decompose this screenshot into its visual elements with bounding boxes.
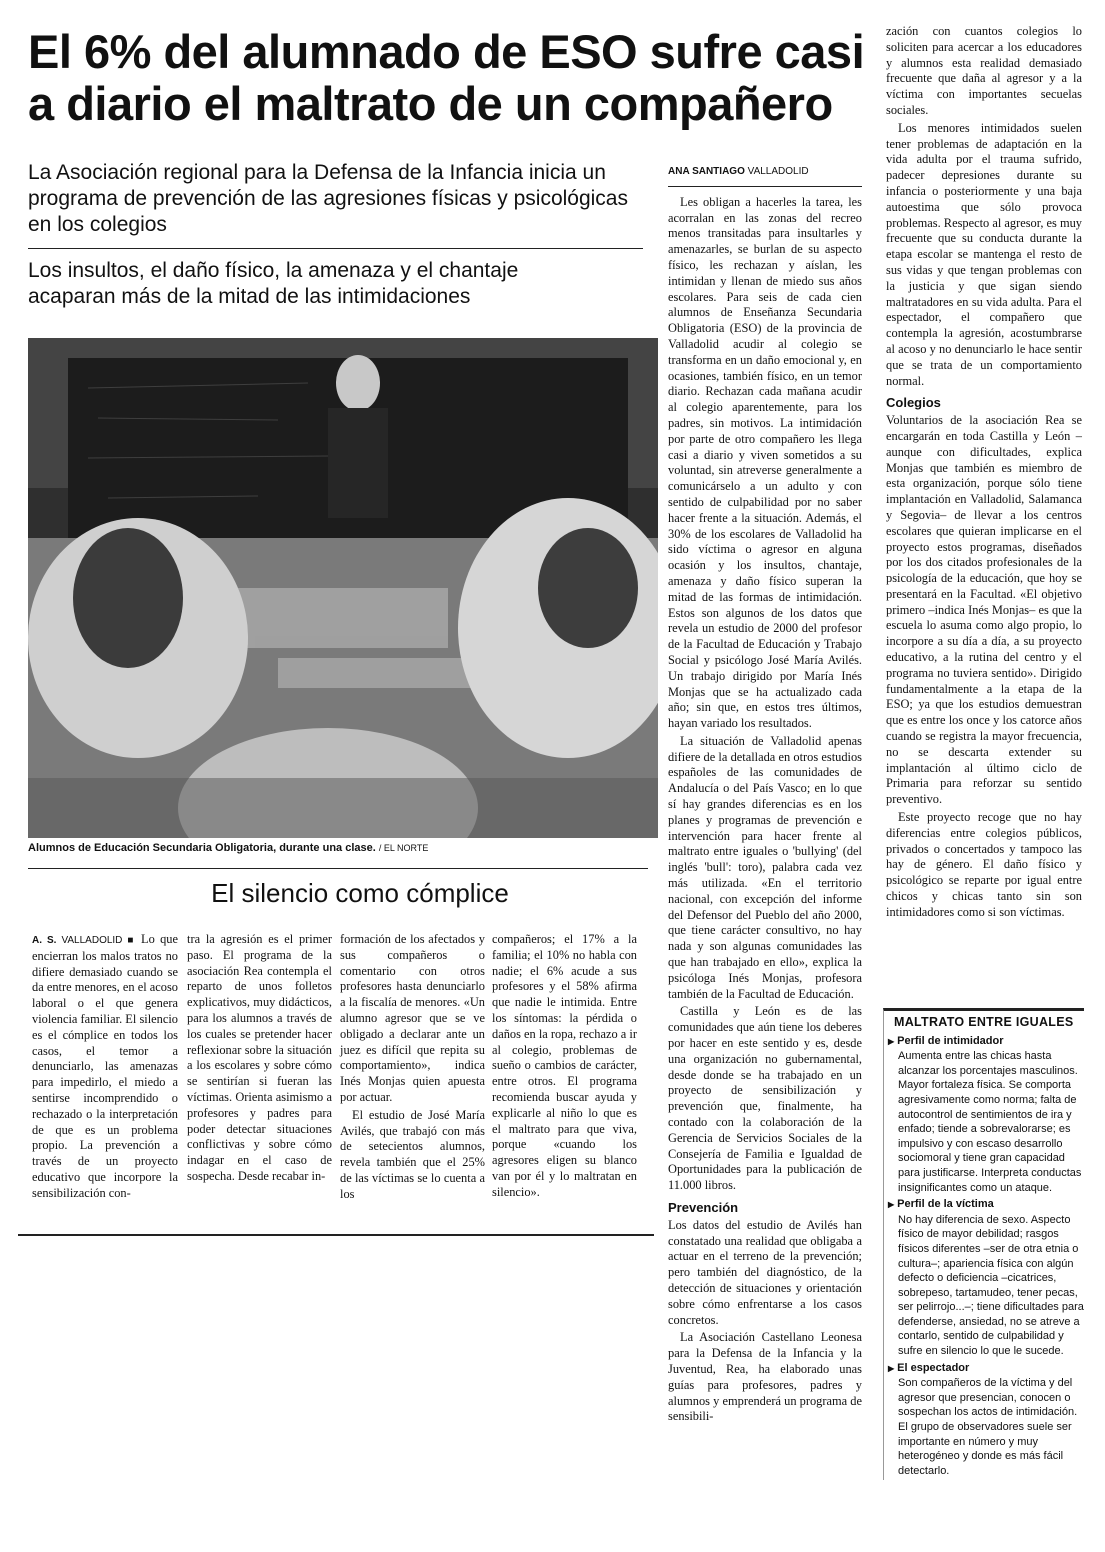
box-byline-place: VALLADOLID bbox=[61, 935, 123, 946]
article-paragraph: Voluntarios de la asociación Rea se encargarán en toda Castilla y León –aunque con dificultades, explica Monjas que también es miembro de esta organización, porque sólo tiene implantación en Valladolid, Salamanca y Segovia– de llevar a los centros escolares que quieran implicarse en el proyecto estos programas, diseñados por los dos citados profesionales de la psicología de la educación, que hoy se presentará en la Facultad. «El objetivo primero –indica Inés Monjas– es que la escuela lo asuma como algo propio, lo incorpore a su día a día, a su proyecto educativo, a la rutina del centro y el programa no tuviera sentido». Dirigido fundamentalmente a la etapa de la ESO; ya que los estudios demuestran que es entre los once y los catorce años cuando se registra la mayor frecuencia, no se descarta extender su implantación al último ciclo de Primaria para reforzar su sentido preventivo. bbox=[886, 413, 1082, 807]
profile-title-intimidador: ▶ Perfil de intimidador bbox=[884, 1034, 1084, 1050]
article-column-2 bbox=[886, 24, 1082, 923]
article-byline bbox=[668, 164, 862, 180]
subhead-colegios: Colegios bbox=[886, 395, 941, 411]
article-paragraph: zación con cuantos colegios lo soliciten para acercar a los educadores y alumnos esta realidad demasiado frecuente que daña al agresor y a la víctima con importantes secuelas sociales. bbox=[886, 24, 1082, 117]
box-paragraph: compañeros; el 17% a la familia; el 10% no habla con nadie; el 6% acude a sus profesores y el 58% afirma que nadie le intimida. Entre los síntomas: la pérdida o daños en la ropa, rechazo a ir al colegio, problemas de sueño o cambios de carácter, entre otros. El programa recomienda buscar ayuda y explicarle al niño lo que es el maltrato para que viva, porque «cuando los agresores eligen su blanco van por él y lo maltratan en silencio». bbox=[492, 932, 637, 1199]
divider bbox=[28, 868, 648, 869]
subheadline-primary: La Asociación regional para la Defensa de la Infancia inicia un programa de prevención de las agresiones físicas y psicológicas en los colegios bbox=[28, 161, 628, 236]
byline-name: ANA SANTIAGO bbox=[668, 166, 745, 177]
article-paragraph: Les obligan a hacerles la tarea, les acorralan en las zonas del recreo menos transitadas para insultarles y amenazarles, se burlan de su aspecto físico, les rechazan y aíslan, les intimidan y llenan de miedo sus años escolares. Para seis de cada cien alumnos de Enseñanza Secundaria Obligatoria (ESO) de la provincia de Valladolid acudir al colegio se transforma en un daño emocional y, en ocasiones, también físico, en un temor diario. Rechazan cada mañana acudir al colegio aparentemente, para los padres, sin motivos. La intimidación por parte de otro compañero les llega casi a diario y viven sometidos a su voluntad, sin atreverse generalmente a comunicárselo a un adulto y con sentido de culpabilidad por no saber hacer frente a la situación. Además, el 30% de los escolares de Valladolid ha sido víctima o agresor en alguna ocasión y los insultos, chantaje, amenaza y daño físico superan la mitad de las formas de intimidación. Estos son algunos de los datos que revela un estudio de 2000 del profesor de la Facultad de Educación y Trabajo Social y psicólogo José María Avilés. Un trabajo dirigido por María Inés Monjas que se ha actualizado cada año; sin que, en estos tres últimos, hayan variado los resultados. bbox=[668, 194, 862, 731]
sidebar-title: MALTRATO ENTRE IGUALES bbox=[894, 1015, 1074, 1029]
photo-credit: / EL NORTE bbox=[378, 843, 429, 853]
divider bbox=[28, 248, 643, 249]
box-byline-name: A. S. bbox=[32, 935, 57, 946]
headline: El 6% del alumnado de ESO sufre casi a diario el maltrato de un compañero bbox=[28, 25, 865, 130]
box-column-4 bbox=[492, 932, 637, 1203]
classroom-photo bbox=[28, 338, 658, 838]
box-paragraph: El estudio de José María Avilés, que trabajó con más de setecientos alumnos, revela también que el 25% de las víctimas se lo cuenta a los bbox=[340, 1107, 485, 1201]
box-title: El silencio como cómplice bbox=[211, 878, 509, 908]
box-paragraph: Lo que encierran los malos tratos no difiere demasiado cuando se da entre menores, en el acoso laboral o el que genera violencia familiar. El silencio es el cómplice en todos los casos, el temor a denunciarlo, las amenazas para impedirlo, el miedo a sentirse incomprendido o rechazado o la interpretación de que es un problema propio. La prevención a través de un proyecto educativo que incorpore la sensibilización con- bbox=[32, 932, 178, 1200]
article-paragraph: La Asociación Castellano Leonesa para la Defensa de la Infancia y la Juventud, Rea, ha elaborado unas guías para profesores, padres y alumnos y emprenderá un programa de sensibili- bbox=[668, 1330, 862, 1424]
box-column-2 bbox=[187, 932, 332, 1187]
caption-text: Alumnos de Educación Secundaria Obligatoria, durante una clase. bbox=[28, 842, 376, 854]
photo-caption bbox=[28, 842, 668, 854]
box-paragraph: formación de los afectados y sus compañeros o comentario con otros profesores hasta denunciarlo a la fiscalía de menores. «Un alumno agresor que se ve obligado a declarar ante un juez es difícil que repita su comportamiento», indica Inés Monjas quien apuesta por actuar. bbox=[340, 932, 485, 1104]
box-paragraph: tra la agresión es el primer paso. El programa de la asociación Rea contempla el reparto de unos folletos explicativos, muy didácticos, para los alumnos a través de los cuales se pretender hacer reflexionar sobre la situación a los escolares y sobre cómo se sentirían si fueran las víctimas. Orienta asimismo a profesores y padres para poder detectar situaciones conflictivas y sobre cómo indagar en el caso de sospecha. Desde recabar in- bbox=[187, 932, 332, 1183]
box-column-3 bbox=[340, 932, 485, 1205]
profile-title-victima: ▶ Perfil de la víctima bbox=[884, 1197, 1084, 1213]
article-column-1 bbox=[668, 164, 862, 1427]
article-paragraph: Los datos del estudio de Avilés han constatado una realidad que obligaba a actuar en el terreno de la prevención; pero también del diagnóstico, de la detección de situaciones y orientación sobre cómo enfrentarse a los casos concretos. bbox=[668, 1217, 862, 1327]
subhead-prevencion: Prevención bbox=[668, 1200, 739, 1215]
article-paragraph: Los menores intimidados suelen tener problemas de adaptación en la vida adulta por el trauma sufrido, padecer depresiones durante su infancia o posteriormente y una baja autoestima que sólo provoca problemas. Respecto al agresor, es muy frecuente que su conducta durante la etapa escolar se mantenga el resto de sus vidas y que tengan problemas con la justicia y que sigan siendo maltratadores en su vida adulta. Para el espectador, el compañero que contempla la agresión, acostumbrarse al acoso y no denunciarlo le hace sentir que se trata de un comportamiento normal. bbox=[886, 120, 1082, 388]
box-column-1 bbox=[32, 932, 178, 1204]
divider bbox=[18, 1234, 654, 1236]
profile-title-espectador: ▶ El espectador bbox=[884, 1361, 1084, 1377]
article-paragraph: Este proyecto recoge que no hay diferencias entre colegios públicos, privados o concertados y tampoco las hay de género. El daño físico y psicológico se reparte por igual entre chicos y chicas tanto sin son intimidadores como si son víctimas. bbox=[886, 810, 1082, 919]
sidebar-maltrato-entre-iguales bbox=[883, 1008, 1084, 1480]
profile-text-intimidador: Aumenta entre las chicas hasta alcanzar los porcentajes masculinos. Mayor fortaleza física. Se comporta agresivamente como norma; falta de autocontrol de sentimientos de ira y enfado; tiende a sobrevalorarse; es impulsivo y con escaso desarrollo sociomoral y tiene gran capacidad para justificarse. Interpreta conductas insignificantes como un ataque. bbox=[898, 1050, 1082, 1194]
box-byline: A. S. VALLADOLID ■ bbox=[32, 935, 136, 946]
subheadline-secondary: Los insultos, el daño físico, la amenaza y el chantaje acaparan más de la mitad de las intimidaciones bbox=[28, 259, 519, 308]
profile-text-victima: No hay diferencia de sexo. Aspecto físico de mayor debilidad; rasgos físicos diferentes –ser de otra etnia o cultura–; apariencia física con algún defecto o deficiencia –cicatrices, sobrepeso, tartamudeo, tener pecas, ser pelirrojo...–; tiene dificultades para defenderse, ansiedad, no se atreve a contarlo, sentido de culpabilidad y sufre en silencio lo que le sucede. bbox=[898, 1213, 1084, 1358]
byline-place: VALLADOLID bbox=[747, 166, 809, 177]
article-paragraph: La situación de Valladolid apenas difiere de la detallada en otros estudios españoles de las comunidades de Andalucía o del País Vasco; en lo que sí hay grandes diferencias es en los planes y programas de prevención e intervención para hacer frente al maltrato entre iguales o 'bullying' (del inglés 'bull': toro), palabra cada vez más utilizada. «En el territorio nacional, con excepción del informe del Defensor del Pueblo del año 2000, que tiene carácter consultivo, no hay nada y son algunas comunidades las que han trabajado en ello», explica la psicóloga Inés Monjas, profesora también de la Facultad de Educación. bbox=[668, 733, 862, 1001]
profile-text-espectador: Son compañeros de la víctima y del agresor que presencian, conocen o sospechan los actos de intimidación. El grupo de observadores suele ser importante en número y muy heterogéneo y donde es más fácil detectarlo. bbox=[898, 1377, 1078, 1477]
article-paragraph: Castilla y León es de las comunidades que aún tiene los deberes por hacer en este sentido y es, desde una organización no gubernamental, desde donde se ha trabajado en un proyecto de sensibilización y prevención que, finalmente, ha contado con la colaboración de la Gerencia de Servicios Sociales de la Consejería de Familia e Igualdad de Oportunidades para la publicación de 11.000 libros. bbox=[668, 1004, 862, 1193]
divider bbox=[668, 186, 862, 187]
